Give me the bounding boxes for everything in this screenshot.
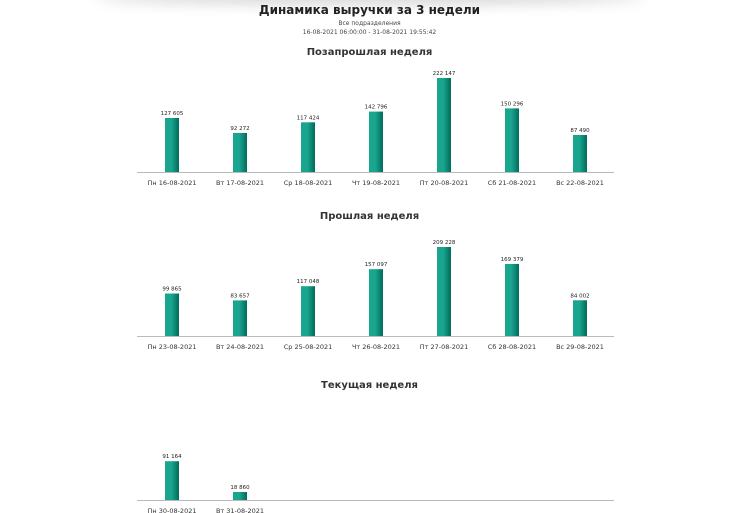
x-tick-label: Вс 22-08-2021 bbox=[556, 179, 604, 187]
x-tick-label: Вт 31-08-2021 bbox=[215, 507, 265, 513]
chart-title: Текущая неделя bbox=[321, 380, 418, 391]
data-label: 127 605 bbox=[160, 111, 184, 118]
data-label: 209 228 bbox=[432, 240, 456, 246]
bar bbox=[301, 122, 315, 172]
bar bbox=[505, 108, 519, 172]
bar bbox=[437, 247, 451, 336]
x-tick-label: Пт 20-08-2021 bbox=[419, 179, 469, 187]
data-label: 142 796 bbox=[364, 104, 388, 111]
data-label: 87 490 bbox=[570, 127, 590, 134]
data-label: 83 657 bbox=[230, 293, 250, 300]
bar bbox=[233, 492, 247, 500]
data-label: 91 164 bbox=[162, 454, 182, 461]
data-label: 150 296 bbox=[500, 101, 524, 108]
bar bbox=[165, 118, 179, 172]
bar bbox=[573, 300, 587, 336]
data-label: 222 147 bbox=[432, 71, 456, 77]
report-title: Динамика выручки за 3 недели bbox=[258, 3, 481, 17]
bar bbox=[301, 286, 315, 336]
x-tick-label: Сб 28-08-2021 bbox=[487, 343, 537, 351]
x-tick-label: Ср 18-08-2021 bbox=[283, 179, 333, 187]
bar bbox=[573, 135, 587, 172]
x-tick-label: Пн 30-08-2021 bbox=[147, 507, 197, 513]
data-label: 117 048 bbox=[296, 279, 320, 286]
data-label: 169 379 bbox=[500, 256, 524, 263]
data-label: 157 097 bbox=[364, 262, 388, 269]
bar bbox=[369, 112, 383, 172]
bar bbox=[233, 133, 247, 172]
chart-title: Позапрошлая неделя bbox=[306, 47, 433, 58]
x-tick-label: Сб 21-08-2021 bbox=[487, 179, 537, 187]
data-label: 18 860 bbox=[230, 484, 250, 491]
bar bbox=[369, 269, 383, 336]
report-subtitle: Все подразделения bbox=[338, 20, 401, 27]
data-label: 99 865 bbox=[162, 286, 182, 293]
x-tick-label: Пн 23-08-2021 bbox=[147, 343, 197, 351]
x-tick-label: Чт 19-08-2021 bbox=[351, 179, 401, 187]
bar bbox=[165, 461, 179, 500]
x-tick-label: Пт 27-08-2021 bbox=[419, 343, 469, 351]
x-tick-label: Вт 24-08-2021 bbox=[215, 343, 265, 351]
x-tick-label: Чт 26-08-2021 bbox=[351, 343, 401, 351]
x-tick-label: Вс 29-08-2021 bbox=[556, 343, 604, 351]
data-label: 92 272 bbox=[230, 125, 250, 132]
x-tick-label: Ср 25-08-2021 bbox=[283, 343, 333, 351]
bar bbox=[233, 300, 247, 336]
x-tick-label: Вт 17-08-2021 bbox=[215, 179, 265, 187]
bar bbox=[437, 78, 451, 172]
bar bbox=[165, 294, 179, 336]
bar bbox=[505, 264, 519, 336]
x-tick-label: Пн 16-08-2021 bbox=[147, 179, 197, 187]
data-label: 84 002 bbox=[570, 293, 590, 300]
chart-title: Прошлая неделя bbox=[319, 211, 420, 222]
data-label: 117 424 bbox=[296, 115, 320, 122]
report-period: 16-08-2021 06:00:00 - 31-08-2021 19:55:42 bbox=[302, 29, 437, 36]
